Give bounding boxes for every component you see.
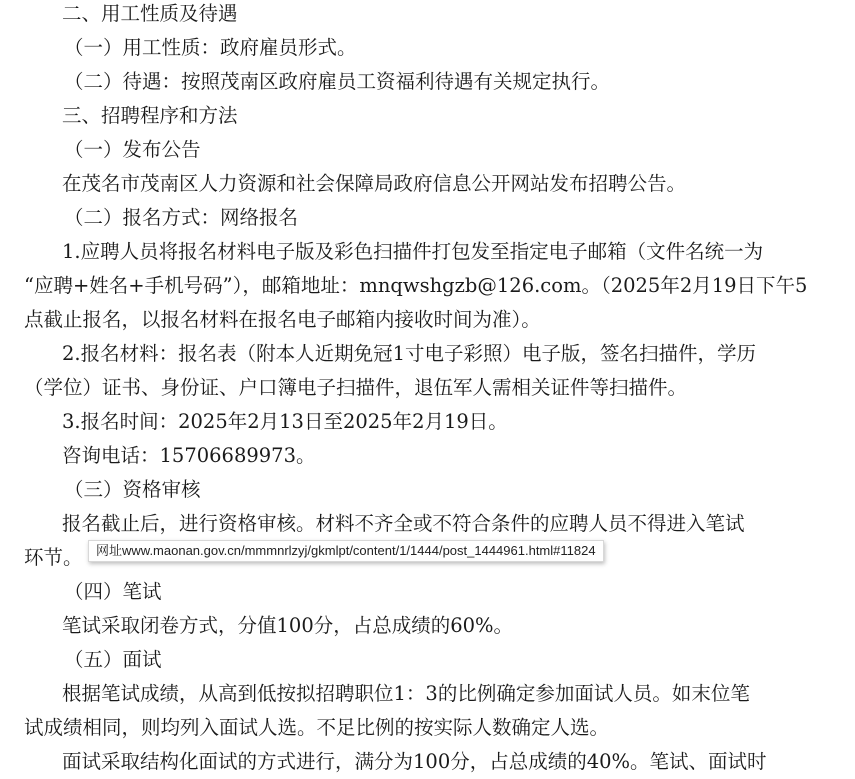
paragraph-line: （学位）证书、身份证、户口簿电子扫描件，退伍军人需相关证件等扫描件。 bbox=[24, 376, 688, 399]
paragraph-line: 面试采取结构化面试的方式进行，满分为100分，占总成绩的40%。笔试、面试时 bbox=[62, 750, 767, 773]
subsection-heading: （四）笔试 bbox=[64, 580, 162, 603]
paragraph-line: 在茂名市茂南区人力资源和社会保障局政府信息公开网站发布招聘公告。 bbox=[62, 172, 687, 195]
section-heading: 三、招聘程序和方法 bbox=[62, 104, 238, 127]
subsection-heading: （一）用工性质：政府雇员形式。 bbox=[64, 36, 357, 59]
subsection-heading: （二）待遇：按照茂南区政府雇员工资福利待遇有关规定执行。 bbox=[64, 70, 611, 93]
paragraph-line: 环节。 bbox=[24, 546, 83, 569]
section-heading: 二、用工性质及待遇 bbox=[62, 2, 238, 25]
subsection-heading: （五）面试 bbox=[64, 648, 162, 671]
paragraph-line: “应聘+姓名+手机号码”），邮箱地址：mnqwshgzb@126.com。（2025年2月19日下午5 bbox=[24, 274, 808, 297]
paragraph-line: 点截止报名，以报名材料在报名电子邮箱内接收时间为准）。 bbox=[24, 308, 541, 331]
subsection-heading: （一）发布公告 bbox=[64, 138, 201, 161]
paragraph-line: 2.报名材料：报名表（附本人近期免冠1寸电子彩照）电子版，签名扫描件，学历 bbox=[62, 342, 757, 365]
paragraph-line: 报名截止后，进行资格审核。材料不齐全或不符合条件的应聘人员不得进入笔试 bbox=[62, 512, 745, 535]
paragraph-line: 3.报名时间：2025年2月13日至2025年2月19日。 bbox=[62, 410, 508, 433]
paragraph-line: 根据笔试成绩，从高到低按拟招聘职位1：3的比例确定参加面试人员。如末位笔 bbox=[62, 682, 750, 705]
subsection-heading: （三）资格审核 bbox=[64, 478, 201, 501]
subsection-heading: （二）报名方式：网络报名 bbox=[64, 206, 299, 229]
paragraph-line: 试成绩相同，则均列入面试人选。不足比例的按实际人数确定人选。 bbox=[24, 716, 610, 739]
paragraph-line: 1.应聘人员将报名材料电子版及彩色扫描件打包发至指定电子邮箱（文件名统一为 bbox=[62, 240, 764, 263]
url-tooltip: 网址www.maonan.gov.cn/mmmnrlzyj/gkmlpt/content/1/1444/post_1444961.html#11824 bbox=[88, 540, 604, 562]
paragraph-line: 咨询电话：15706689973。 bbox=[62, 444, 316, 467]
paragraph-line: 笔试采取闭卷方式，分值100分，占总成绩的60%。 bbox=[62, 614, 514, 637]
